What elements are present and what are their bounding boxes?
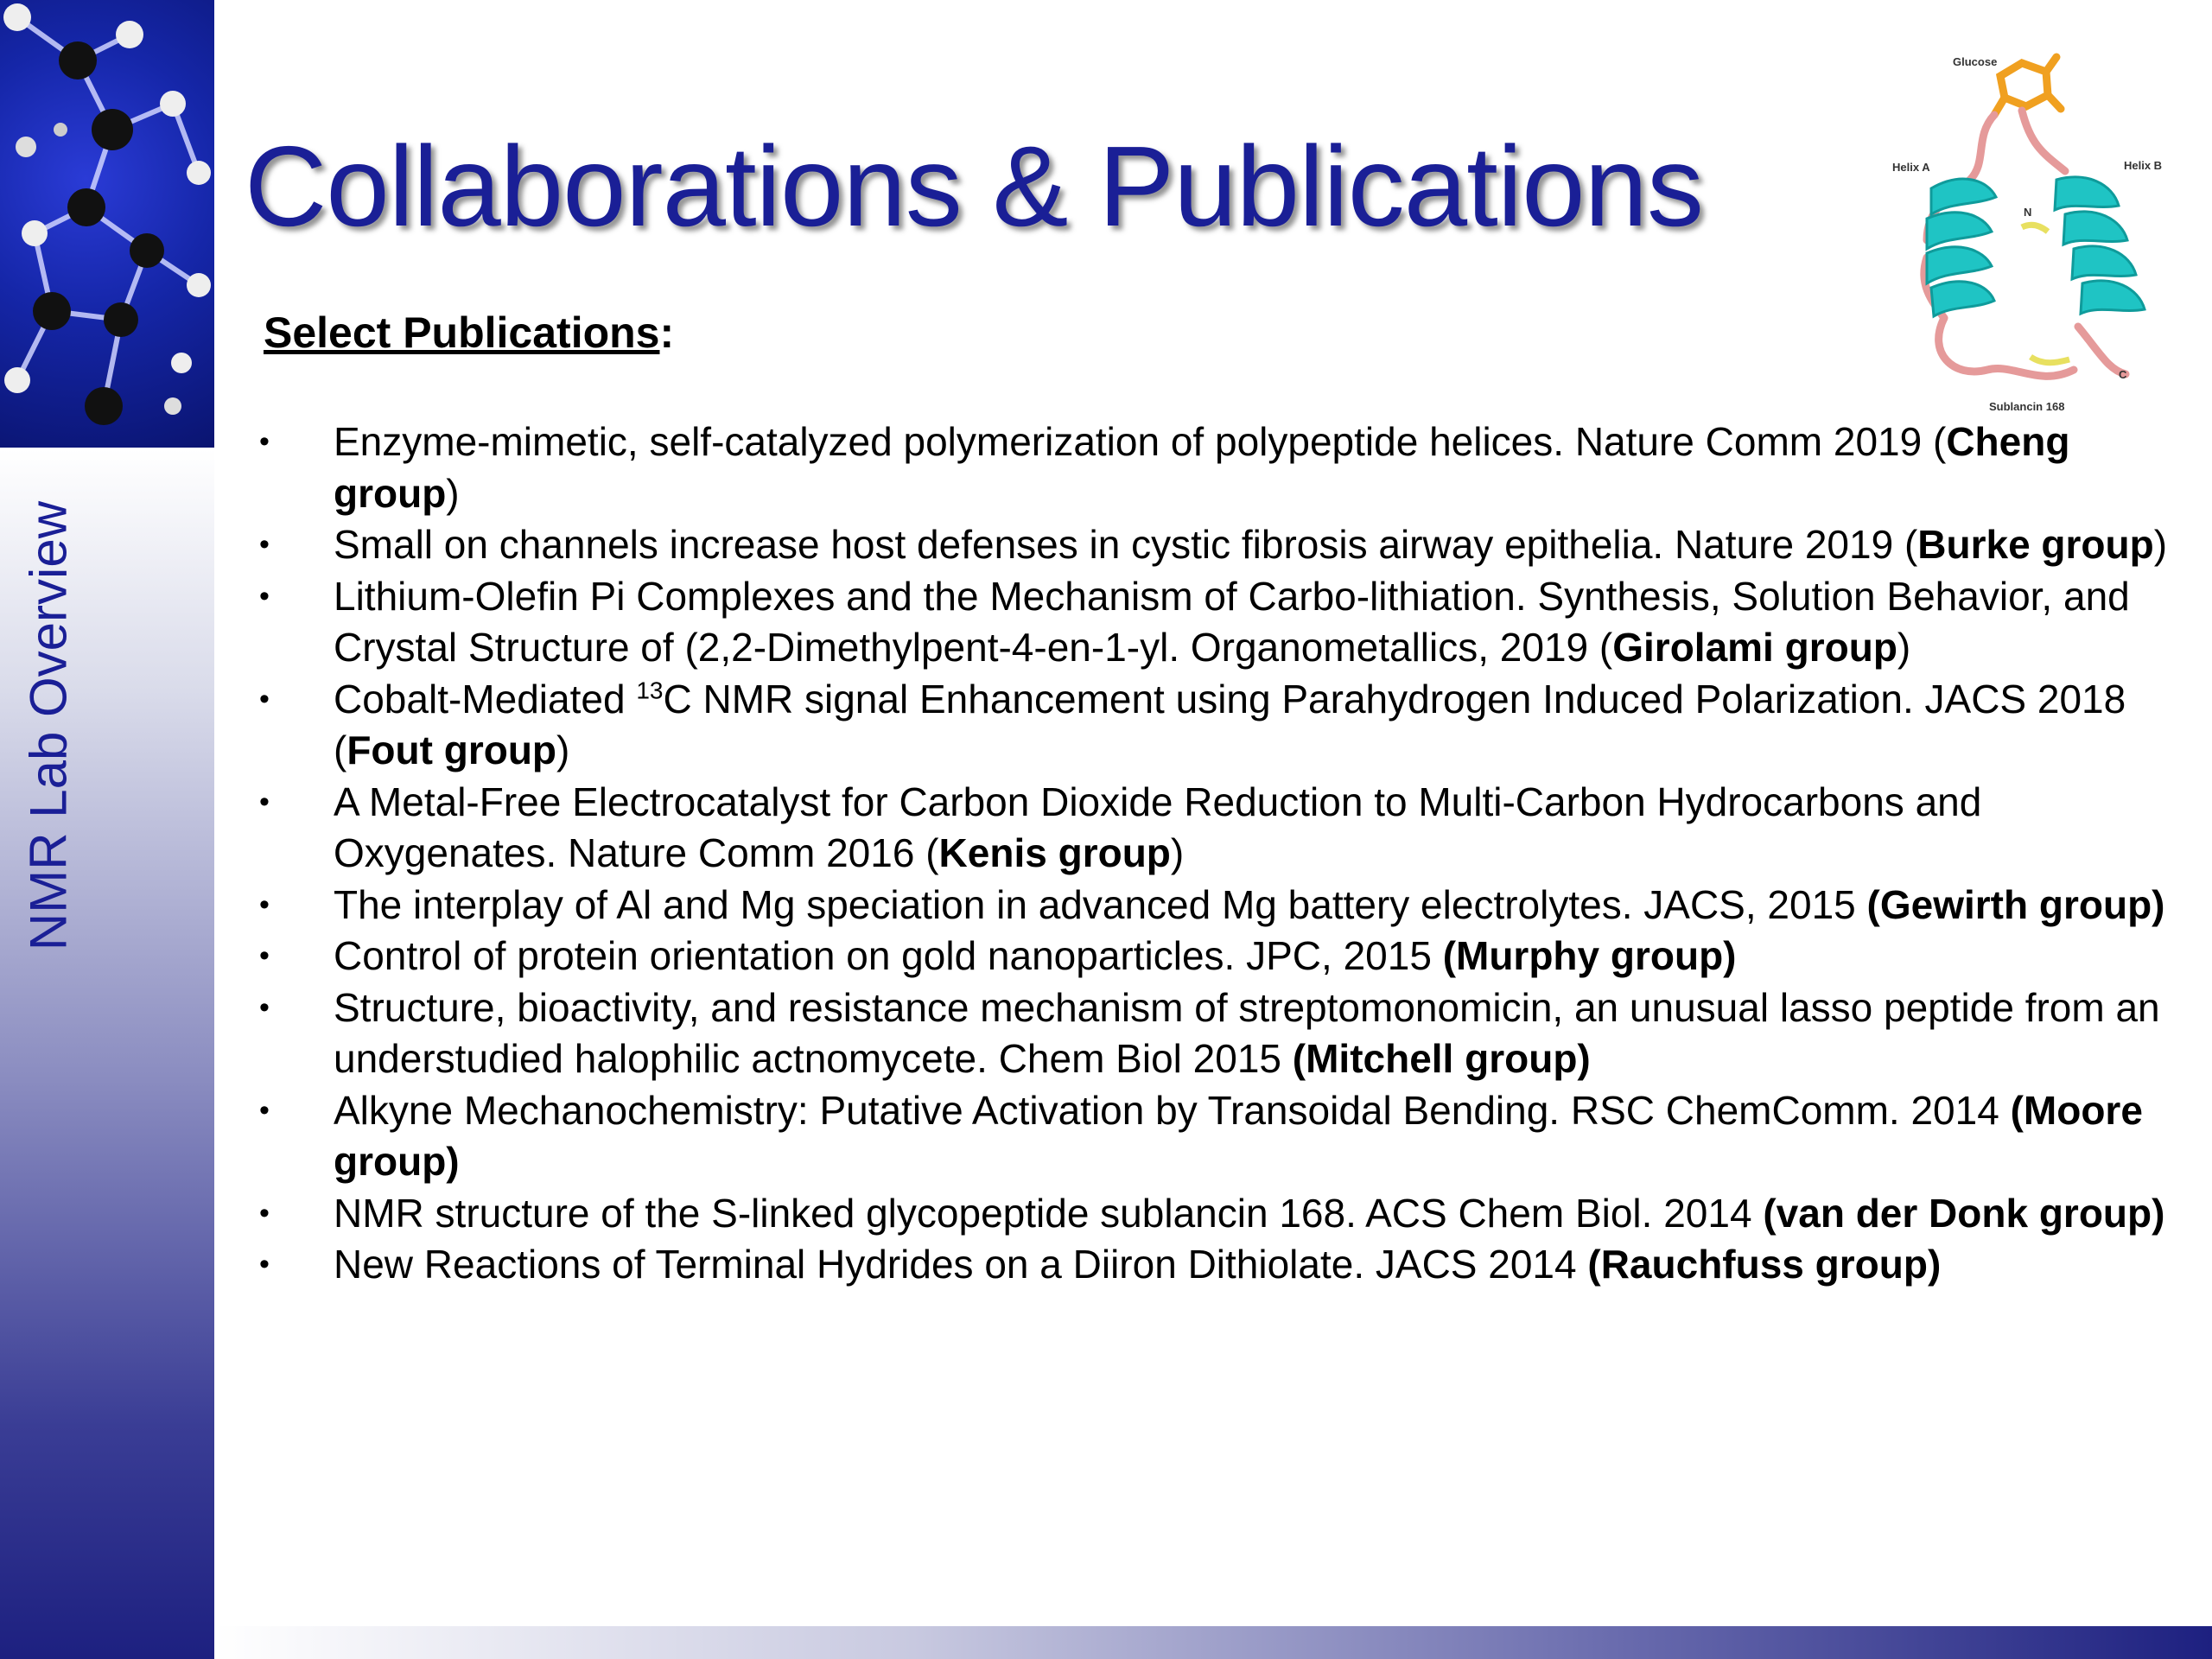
- section-heading-text: Select Publications: [264, 308, 660, 357]
- publication-group: Fout group: [346, 728, 557, 772]
- bullet: •: [259, 579, 270, 613]
- publication-closing: ): [446, 470, 460, 516]
- figure-label-helix-a: Helix A: [1892, 161, 1930, 174]
- section-heading-colon: :: [659, 308, 675, 357]
- publication-item: [259, 674, 2195, 777]
- publication-closing: ): [556, 728, 570, 772]
- bullet: •: [259, 785, 270, 818]
- bullet: •: [259, 990, 270, 1024]
- publication-item: [259, 416, 2195, 519]
- superscript: 13: [636, 677, 664, 704]
- publication-citation: The interplay of Al and Mg speciation in advanced Mg battery electrolytes. JACS, 2015: [334, 881, 1867, 927]
- bullet: •: [259, 682, 270, 715]
- publication-citation: Enzyme-mimetic, self-catalyzed polymerization of polypeptide helices. Nature Comm 2019 (: [334, 419, 1947, 464]
- publication-group: (Mitchell group): [1292, 1036, 1591, 1081]
- publication-citation: Control of protein orientation on gold nanoparticles. JPC, 2015: [334, 933, 1443, 978]
- publication-item: [259, 1239, 2195, 1291]
- publication-group: (van der Donk group): [1763, 1190, 2165, 1236]
- figure-caption: Sublancin 168: [1989, 400, 2065, 413]
- publication-item: [259, 880, 2195, 931]
- publication-citation-cont: C NMR signal Enhancement using Parahydrogen Induced Polarization. JACS 2018 (: [334, 676, 2126, 772]
- publication-citation: Cobalt-Mediated: [334, 676, 637, 721]
- publication-group: Burke group: [1917, 522, 2154, 567]
- bullet: •: [259, 1248, 270, 1281]
- publication-closing: ): [1897, 625, 1911, 670]
- publication-group: (Gewirth group): [1866, 881, 2165, 927]
- publication-item: [259, 1188, 2195, 1240]
- sidebar-label: NMR Lab Overview: [19, 500, 78, 951]
- publication-citation: Small on channels increase host defenses in cystic fibrosis airway epithelia. Nature 2019 (: [334, 522, 1918, 567]
- section-heading: [264, 308, 674, 358]
- publication-item: [259, 1085, 2195, 1188]
- publication-citation: Alkyne Mechanochemistry: Putative Activation by Transoidal Bending. RSC ChemComm. 2014: [334, 1087, 2011, 1133]
- publication-group: (Rauchfuss group): [1587, 1242, 1942, 1287]
- publication-item: [259, 777, 2195, 880]
- publication-group: (Moore group): [334, 1087, 2143, 1184]
- figure-label-helix-b: Helix B: [2124, 159, 2163, 172]
- publication-group: Girolami group: [1612, 625, 1897, 670]
- figure-label-c-terminus: C: [2119, 368, 2127, 381]
- protein-structure-figure: [1892, 41, 2177, 422]
- publication-group: Kenis group: [938, 830, 1171, 875]
- sidebar: [0, 0, 214, 1659]
- publication-citation: A Metal-Free Electrocatalyst for Carbon Dioxide Reduction to Multi-Carbon Hydrocarbons and Oxygenates. Nature Comm 2016 (: [334, 779, 1982, 875]
- publication-list: [259, 416, 2195, 1291]
- publication-group: (Murphy group): [1442, 933, 1737, 978]
- publication-closing: ): [2153, 522, 2168, 567]
- publication-item: [259, 519, 2195, 571]
- publication-citation: NMR structure of the S-linked glycopeptide sublancin 168. ACS Chem Biol. 2014: [334, 1190, 1764, 1236]
- publication-item: [259, 571, 2195, 674]
- publication-closing: ): [1170, 830, 1185, 875]
- bottom-decoration-bar: [214, 1626, 2212, 1659]
- publication-item: [259, 931, 2195, 982]
- publication-citation: New Reactions of Terminal Hydrides on a Diiron Dithiolate. JACS 2014: [334, 1242, 1588, 1287]
- publication-group: Cheng group: [334, 419, 2070, 516]
- molecule-image: [0, 0, 214, 448]
- publication-citation: Structure, bioactivity, and resistance mechanism of streptomonomicin, an unusual lasso peptide from an understudied halophilic actnomycete. Chem Biol 2015: [334, 984, 2160, 1081]
- publication-item: [259, 982, 2195, 1085]
- bullet: •: [259, 1196, 270, 1230]
- bullet: •: [259, 939, 270, 972]
- figure-label-glucose: Glucose: [1953, 55, 1998, 68]
- bullet: •: [259, 528, 270, 561]
- bullet: •: [259, 1093, 270, 1127]
- page-title: Collaborations & Publications: [245, 123, 1703, 250]
- publication-citation: Lithium-Olefin Pi Complexes and the Mechanism of Carbo-lithiation. Synthesis, Solution Behavior, and Crystal Structure of (2,2-Dimethylpent-4-en-1-yl. Organometallics, 2019 (: [334, 573, 2130, 670]
- bullet: •: [259, 887, 270, 921]
- figure-label-n-terminus: N: [2024, 206, 2032, 219]
- bullet: •: [259, 425, 270, 458]
